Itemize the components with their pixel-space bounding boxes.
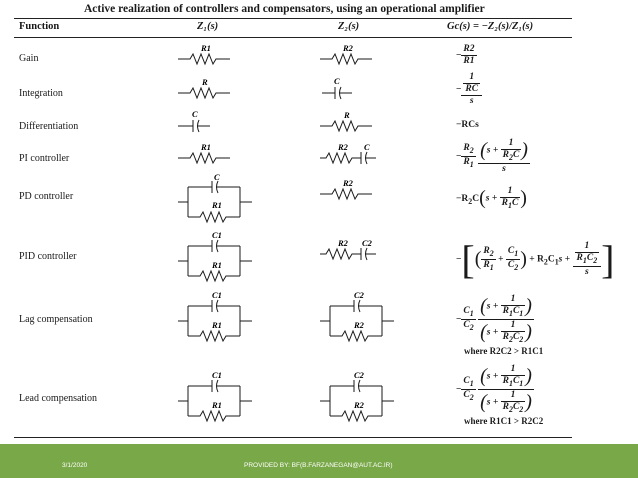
row-pi-label: PI controller [19, 153, 70, 164]
gc-int-s: s [469, 96, 474, 106]
resistor-icon [320, 110, 376, 134]
z2-symbol: Z₂(s) [338, 21, 360, 32]
c2-label: C2 [354, 370, 364, 380]
r1-label: R1 [201, 142, 211, 152]
header-z2 [338, 21, 359, 32]
gc-gain-den: R1 [463, 56, 475, 66]
resistor-icon [178, 77, 234, 101]
c-label: C [334, 76, 340, 86]
divider [14, 37, 572, 38]
row-integration-label: Integration [19, 88, 63, 99]
gc-int-one: 1 [463, 72, 480, 84]
page-title: Active realization of controllers and compensators, using an operational amplifier [84, 3, 485, 15]
footer-provided-by: PROVIDED BY: BF(B.FARZANEGAN@AUT.AC.IR) [244, 462, 393, 469]
parallel-rc-icon [320, 370, 400, 428]
header-gc [447, 21, 533, 32]
gc-lag: − $\frac{C_1}{C_2}$ (s + $\frac{1}{R_1C_1}$ ) (s + $\frac{1}{R_2C_2}$ ) [456, 294, 532, 344]
r2-label: R2 [354, 400, 364, 410]
r1-label: R1 [201, 43, 211, 53]
resistor-icon [320, 178, 376, 202]
gc-gain: − $\frac{R2}{R1}$ [456, 44, 475, 66]
c-label: C [364, 142, 370, 152]
footer-date: 3/1/2020 [62, 462, 88, 469]
capacitor-icon [322, 77, 362, 101]
row-pid-label: PID controller [19, 251, 77, 262]
gc-gain-num: R2 [463, 44, 475, 54]
row-differentiation-label: Differentiation [19, 121, 79, 132]
gc-lead: − $\frac{C_1}{C_2}$ (s + $\frac{1}{R_1C_1}$ ) (s + $\frac{1}{R_2C_2}$ ) [456, 364, 532, 414]
r2-label: R2 [354, 320, 364, 330]
gc-differentiation: −RCs [456, 120, 479, 130]
resistor-icon [178, 142, 234, 166]
gc-lead-condition: where R1C1 > R2C2 [464, 416, 544, 426]
parallel-rc-icon [178, 230, 258, 288]
row-lead-label: Lead compensation [19, 393, 98, 404]
c-label: C [192, 109, 198, 119]
r1-label: R1 [212, 400, 222, 410]
row-gain-label: Gain [19, 53, 39, 64]
gc-pi: − $\frac{R_2}{R_1}$ (s + $\frac{1}{R_2C}$ ) s [456, 138, 528, 174]
c1-label: C1 [212, 230, 222, 240]
z1-symbol: Z₁(s) [197, 21, 219, 32]
footer-bar [0, 444, 638, 478]
gc-symbol: Gc(s) = −Z₂(s)/Z₁(s) [447, 21, 534, 32]
row-pd-label: PD controller [19, 191, 74, 202]
r2-label: R2 [343, 178, 353, 188]
gc-pd: $-R_2C(s$ + $\frac{1}{R_1C}$ ) [456, 186, 527, 210]
c-label: C [214, 172, 220, 182]
resistor-icon [178, 43, 234, 67]
capacitor-icon [178, 110, 218, 134]
resistor-icon [320, 43, 376, 67]
r2-label: R2 [343, 43, 353, 53]
r2-label: R2 [338, 142, 348, 152]
parallel-rc-icon [178, 370, 258, 428]
c2-label: C2 [354, 290, 364, 300]
parallel-rc-icon [178, 172, 258, 228]
series-rc-icon [320, 142, 384, 166]
r2-label: R2 [338, 238, 348, 248]
parallel-rc-icon [178, 290, 258, 348]
c1-label: C1 [212, 290, 222, 300]
header-function: Function [19, 21, 60, 32]
parallel-rc-icon [320, 290, 400, 348]
r-label: R [344, 110, 350, 120]
r1-label: R1 [212, 200, 222, 210]
header-z1 [197, 21, 218, 32]
r1-label: R1 [212, 260, 222, 270]
gc-int-rc: RC [465, 84, 479, 94]
series-rc-icon [320, 238, 384, 262]
divider [14, 437, 572, 438]
gc-integration: − $\frac{\frac{1}{RC}}{s}$ [456, 72, 482, 107]
gc-lag-condition: where R2C2 > R1C1 [464, 346, 544, 356]
divider [14, 18, 572, 19]
c1-label: C1 [212, 370, 222, 380]
c2-label: C2 [362, 238, 372, 248]
r-label: R [202, 77, 208, 87]
r1-label: R1 [212, 320, 222, 330]
row-lag-label: Lag compensation [19, 314, 93, 325]
gc-pid: −[( $\frac{R_2}{R_1}$ + $\frac{C_1}{C_2}$ ) + $R_2C_1s$ + $\frac{\frac{1}{R_1C_2}}{s}$ ] [456, 237, 615, 282]
